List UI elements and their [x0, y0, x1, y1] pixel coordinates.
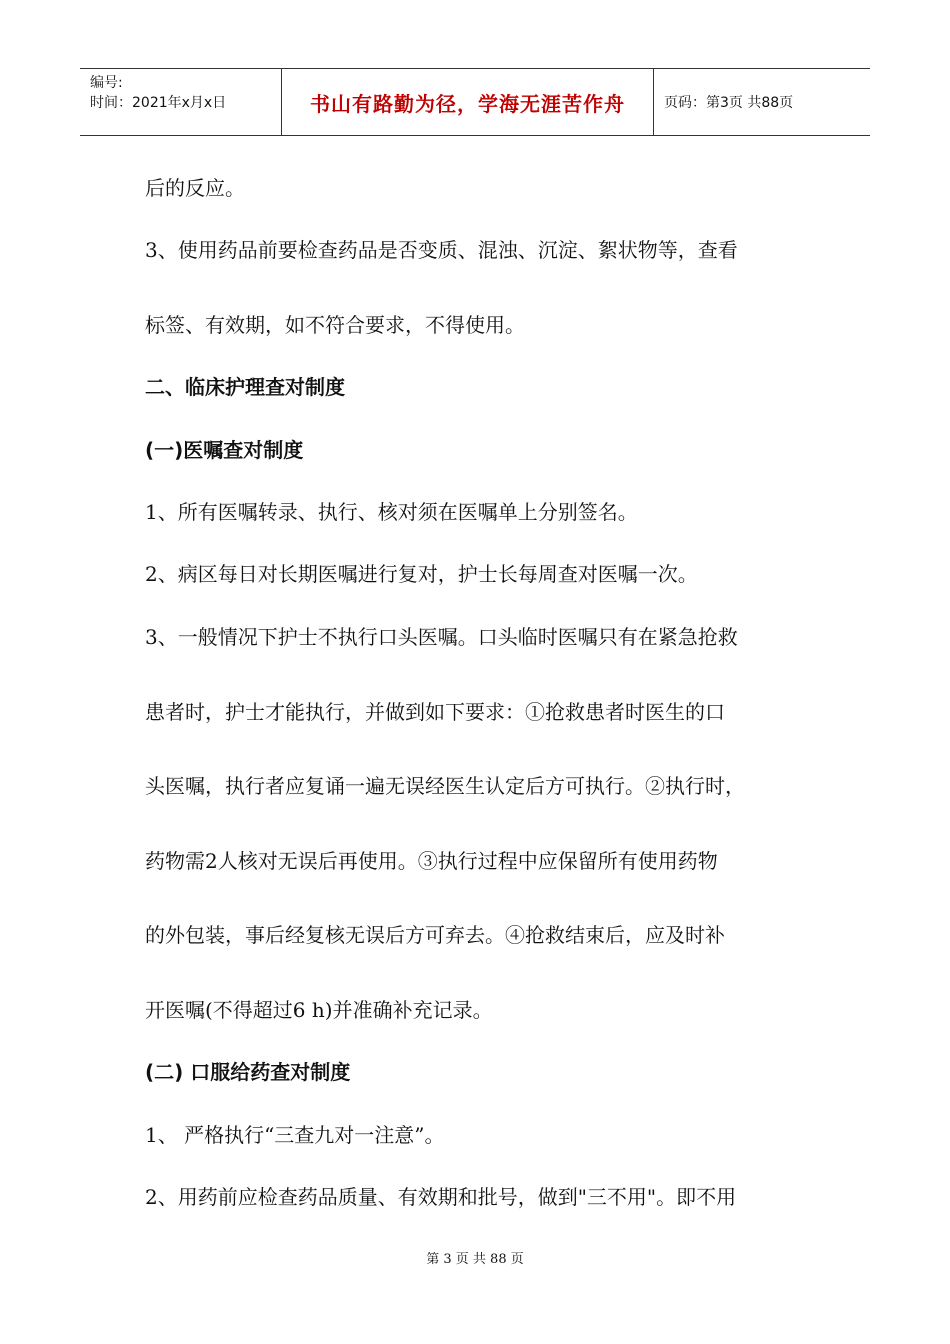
body-line: 的外包装，事后经复核无误后方可弃去。④抢救结束后，应及时补 — [145, 923, 725, 947]
body-line: 头医嘱，执行者应复诵一遍无误经医生认定后方可执行。②执行时， — [145, 774, 745, 798]
body-line: 患者时，护士才能执行，并做到如下要求：①抢救患者时医生的口 — [145, 700, 725, 724]
body-line: 3、使用药品前要检查药品是否变质、混浊、沉淀、絮状物等，查看 — [145, 238, 738, 262]
body-line: 2、病区每日对长期医嘱进行复对，护士长每周查对医嘱一次。 — [145, 562, 698, 586]
header-meta — [80, 69, 282, 135]
body-line: 1、所有医嘱转录、执行、核对须在医嘱单上分别签名。 — [145, 500, 638, 524]
document-number-label: 编号: — [90, 75, 123, 91]
body-line: 药物需2人核对无误后再使用。③执行过程中应保留所有使用药物 — [145, 849, 718, 873]
subsection-heading: (二) 口服给药查对制度 — [145, 1060, 351, 1084]
body-line: 开医嘱(不得超过6 h)并准确补充记录。 — [145, 998, 493, 1022]
body-line: 标签、有效期，如不符合要求，不得使用。 — [145, 313, 525, 337]
body-line: 2、用药前应检查药品质量、有效期和批号，做到"三不用"。即不用 — [145, 1185, 737, 1209]
subsection-heading: (一)医嘱查对制度 — [145, 438, 304, 462]
body-line: 1、 严格执行“三查九对一注意”。 — [145, 1123, 445, 1147]
body-line: 后的反应。 — [145, 176, 245, 200]
page-header — [80, 68, 870, 136]
body-line: 3、一般情况下护士不执行口头医嘱。口头临时医嘱只有在紧急抢救 — [145, 625, 738, 649]
page-footer: 第 3 页 共 88 页 — [426, 1252, 524, 1267]
document-time-label: 时间：2021年x月x日 — [90, 95, 227, 111]
header-motto: 书山有路勤为径，学海无涯苦作舟 — [282, 69, 654, 135]
section-heading: 二、临床护理查对制度 — [145, 375, 345, 399]
header-page-info: 页码：第3页 共88页 — [664, 95, 794, 111]
